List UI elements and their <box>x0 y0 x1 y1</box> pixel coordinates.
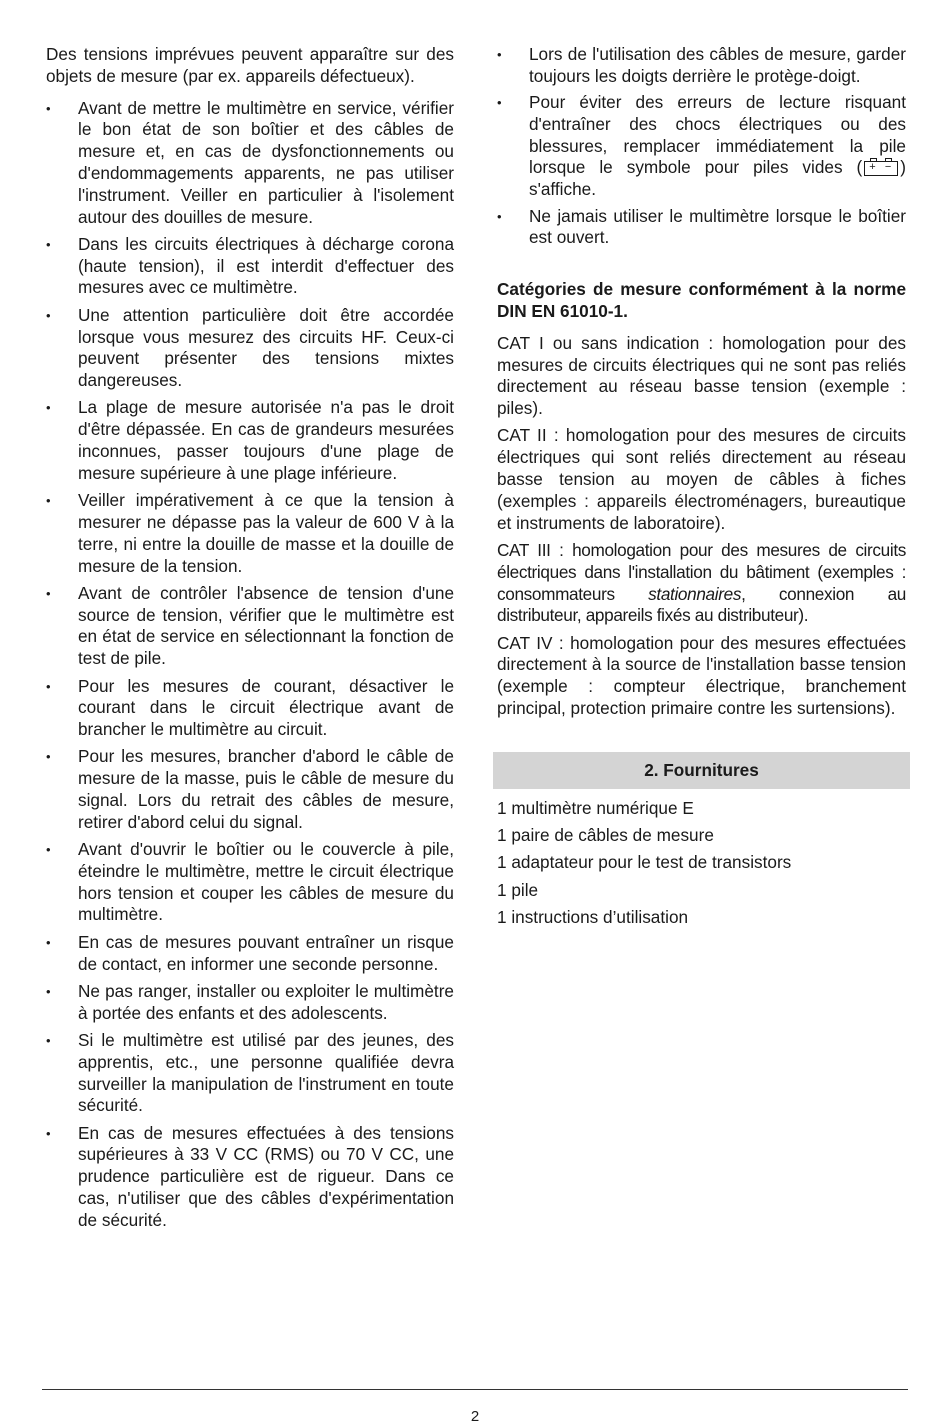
footer-divider <box>42 1389 908 1390</box>
bullet-icon: • <box>46 400 51 416</box>
right-column <box>497 44 906 934</box>
supply-item: 1 adaptateur pour le test de transistors <box>497 852 792 873</box>
safety-item: • Une attention particulière doit être accordée lorsque vous mesurez des circuits HF. Ceux-ci peuvent présenter des tensions mixtes dangereuses. <box>46 304 454 391</box>
bullet-icon: • <box>46 1125 51 1141</box>
safety-item: • Avant de mettre le multimètre en service, vérifier le bon état de son boîtier et des câbles de mesure et, en cas de dysfonctionnements ou d'endommagements apparents, ne pas utiliser l'instrument. Veiller en particulier à l'isolement autour des douilles de mesure. <box>46 97 454 227</box>
bullet-icon: • <box>497 95 502 111</box>
empty-battery-icon: + − <box>864 161 898 176</box>
supply-item: 1 paire de câbles de mesure <box>497 825 714 846</box>
bullet-icon: • <box>46 100 51 116</box>
bullet-icon: • <box>46 842 51 858</box>
safety-item: • Si le multimètre est utilisé par des jeunes, des apprentis, etc., une personne qualifiée devra surveiller la manipulation de l'instrument en toute sécurité. <box>46 1029 454 1116</box>
safety-list-continued <box>497 44 906 249</box>
safety-item: • Dans les circuits électriques à décharge corona (haute tension), il est interdit d'effectuer des mesures avec ce multimètre. <box>46 233 454 298</box>
safety-item: • Veiller impérativement à ce que la tension à mesurer ne dépasse pas la valeur de 600 V à la terre, ni entre la douille de masse et la douille de mesure de la tension. <box>46 490 454 576</box>
safety-item: • Ne pas ranger, installer ou exploiter le multimètre à portée des enfants et des adolescents. <box>46 980 454 1023</box>
safety-item: • Lors de l'utilisation des câbles de mesure, garder toujours les doigts derrière le protège-doigt. <box>497 44 906 86</box>
safety-item: • Avant d'ouvrir le boîtier ou le couvercle à pile, éteindre le multimètre, mettre le circuit électrique hors tension et couper les câbles de mesure du multimètre. <box>46 839 454 925</box>
bullet-icon: • <box>46 585 51 601</box>
page-number: 2 <box>470 1408 480 1425</box>
safety-item: • La plage de mesure autorisée n'a pas le droit d'être dépassée. En cas de grandeurs mesurées inconnues, passer toujours d'une plage de mesure supérieure à une plage inférieure. <box>46 397 454 483</box>
safety-list <box>46 98 454 1232</box>
safety-item: • Avant de contrôler l'absence de tension d'une source de tension, vérifier que le multimètre est en état de service en sélectionnant la fonction de test de pile. <box>46 582 454 669</box>
bullet-icon: • <box>497 47 502 62</box>
safety-item: • En cas de mesures pouvant entraîner un risque de contact, en informer une seconde personne. <box>46 931 454 974</box>
supply-item: 1 instructions d’utilisation <box>497 907 689 927</box>
safety-item: • Pour les mesures de courant, désactiver le courant dans le circuit électrique avant de brancher le multimètre au circuit. <box>46 675 454 740</box>
cat-2-paragraph: CAT II : homologation pour des mesures de circuits électriques qui sont reliés directement au réseau basse tension au moyen de câbles à fiches (exemples : appareils électroménagers, bureautique et instruments de laboratoire). <box>497 425 906 533</box>
bullet-icon: • <box>46 983 51 999</box>
safety-item: • Pour les mesures, brancher d'abord le câble de mesure de la masse, puis le câble de mesure du signal. Lors du retrait des câbles de mesure, retirer d'abord celui du signal. <box>46 746 454 832</box>
supply-item: 1 pile <box>497 879 539 900</box>
bullet-icon: • <box>497 208 502 224</box>
cat-4-paragraph: CAT IV : homologation pour des mesures effectuées directement à la source de l'installation basse tension (exemple : compteur électrique, branchement principal, protection primaire contre les surtensions). <box>497 632 906 719</box>
bullet-icon: • <box>46 493 51 509</box>
bullet-icon: • <box>46 749 51 765</box>
supplies-list <box>497 798 906 929</box>
cat-1-paragraph: CAT I ou sans indication : homologation pour des mesures de circuits électriques qui ne sont pas reliés directement au réseau basse tension (exemple : piles). <box>497 332 906 419</box>
bullet-icon: • <box>46 678 51 694</box>
bullet-icon: • <box>46 1032 51 1048</box>
cat-3-paragraph: CAT III : homologation pour des mesures de circuits électriques dans l'installation du bâtiment (exemples : consommateurs stationnaires, connexion au distributeur, appareils fixés au distributeur). <box>497 539 906 626</box>
left-column <box>46 44 454 1237</box>
intro-paragraph: Des tensions imprévues peuvent apparaître sur des objets de mesure (par ex. appareils défectueux). <box>46 44 454 86</box>
bullet-icon: • <box>46 236 51 252</box>
supply-item: 1 multimètre numérique E <box>497 797 694 818</box>
safety-item: • En cas de mesures effectuées à des tensions supérieures à 33 V CC (RMS) ou 70 V CC, une prudence particulière est de rigueur. Dans ce cas, n'utiliser que des câbles d'expérimentation de sécurité. <box>46 1122 454 1230</box>
safety-item: • Ne jamais utiliser le multimètre lorsque le boîtier est ouvert. <box>497 205 906 248</box>
bullet-icon: • <box>46 307 51 323</box>
safety-item: • Pour éviter des erreurs de lecture risquant d'entraîner des chocs électriques ou des blessures, remplacer immédiatement la pile lorsque le symbole pour piles vides ( + − ) s'affiche. <box>497 92 906 200</box>
categories-heading: Catégories de mesure conformément à la norme DIN EN 61010-1. <box>497 279 906 321</box>
supplies-heading: 2. Fournitures <box>493 752 910 789</box>
bullet-icon: • <box>46 934 51 950</box>
